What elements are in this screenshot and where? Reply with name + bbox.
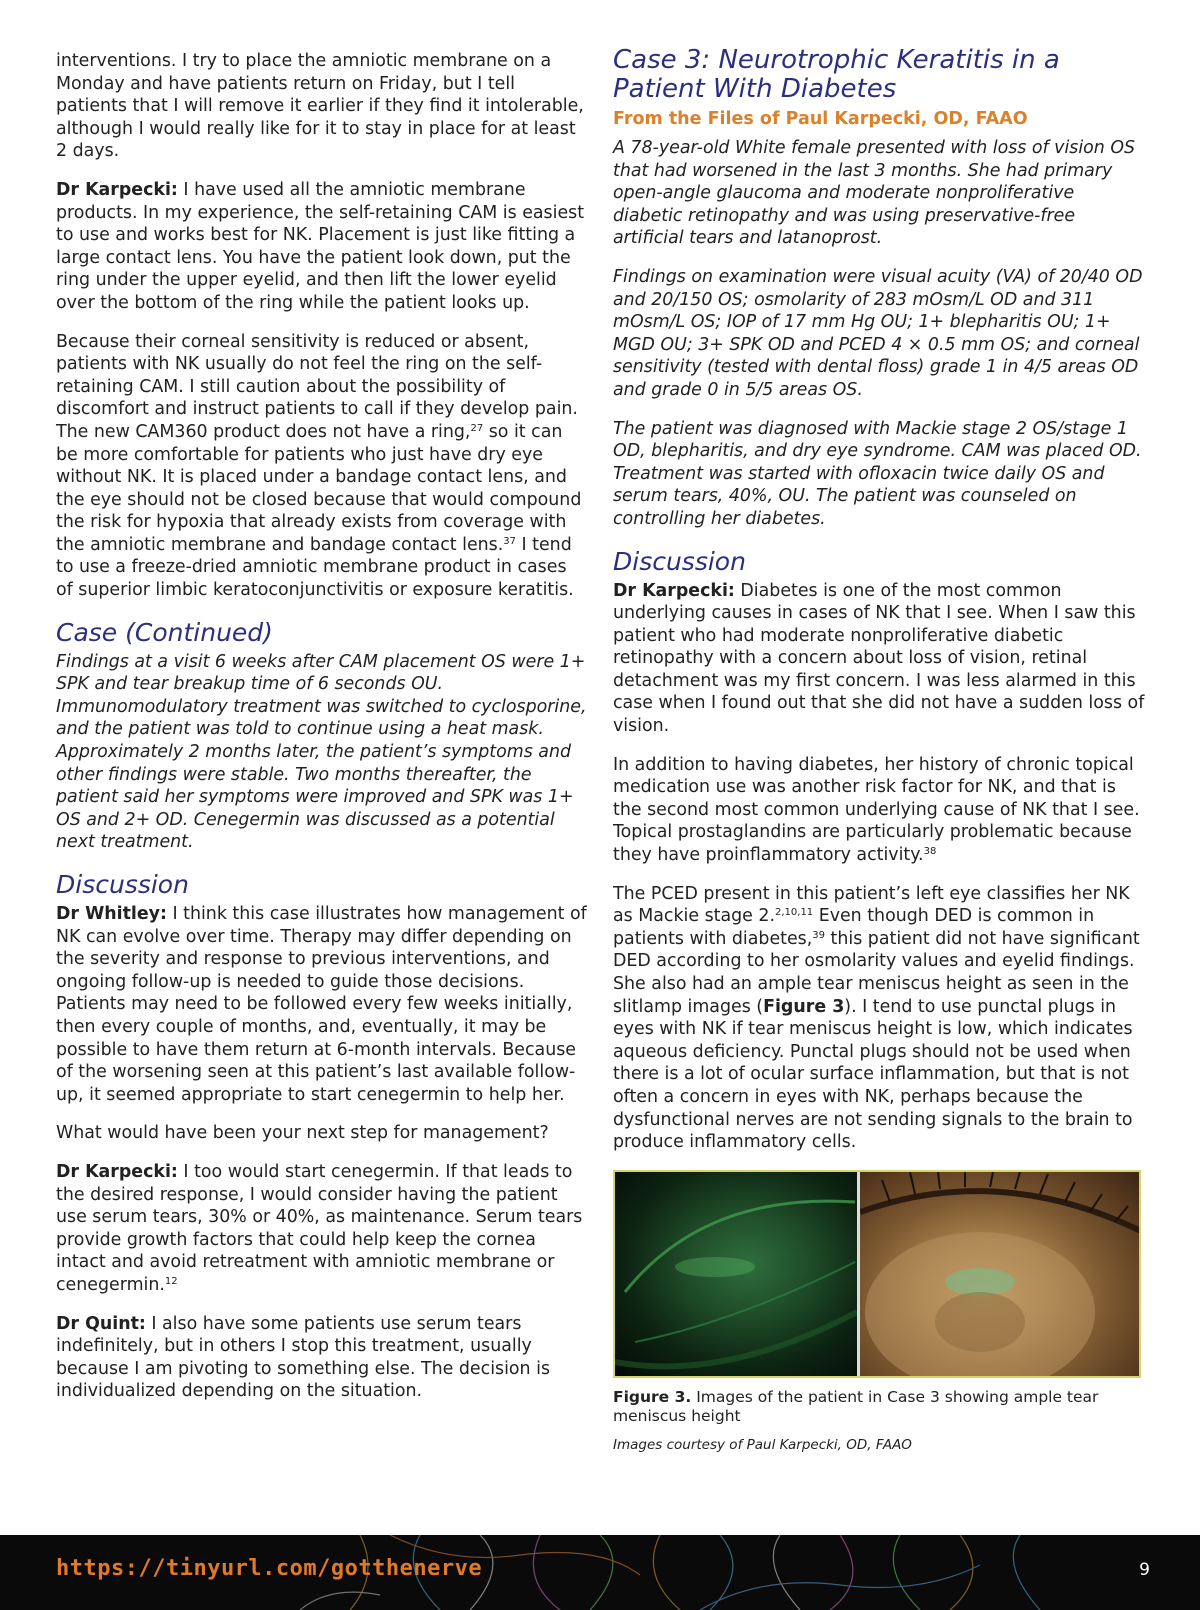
case-findings: Findings at a visit 6 weeks after CAM placement OS were 1+ SPK and tear breakup time of 6 seconds OU. Immunomodulatory treatment was switched to cyclosporine, and the patient was told to continue using a heat mask. Approximately 2 months later, the patient’s symptoms and other findings were stable. Two months thereafter, the patient said her symptoms were improved and SPK was 1+ OS and 2+ OD. Cenegermin was discussed as a potential next treatment. [56,651,587,853]
figure-credit: Images courtesy of Paul Karpecki, OD, FAAO [613,1436,912,1453]
fluorescein-slitlamp-image [615,1172,857,1376]
footer-bar [0,1535,1200,1610]
byline: From the Files of Paul Karpecki, OD, FAAO [613,109,1028,129]
case-diagnosis: The patient was diagnosed with Mackie stage 2 OS/stage 1 OD, blepharitis, and dry eye syndrome. CAM was placed OD. Treatment was started with ofloxacin twice daily OS and serum tears, 40%, OU. The patient was counseled on controlling her diabetes. [613,418,1142,529]
paragraph: Dr Karpecki: I too would start cenegermin. If that leads to the desired response, I would consider having the patient use serum tears, 30% or 40%, as maintenance. Serum tears provide growth factors that could help keep the cornea intact and avoid retreatment with amniotic membrane or cenegermin.$^{12}$ [56,1161,583,1295]
figure-3 [613,1170,1141,1378]
eye-photo-image [857,1172,1139,1376]
paragraph: Dr Quint: I also have some patients use serum tears indefinitely, but in others I stop this treatment, usually because I am pivoting to something else. The decision is individualized depending on the situation. [56,1313,551,1402]
citation: 38 [923,846,937,858]
footer-url-link[interactable]: https://tinyurl.com/gotthenerve [56,1556,483,1581]
paragraph: Dr Whitley: I think this case illustrates how management of NK can evolve over time. Therapy may differ depending on the severity and response to previous interventions, and ongoing follow-up is needed to guide those decisions. Patients may need to be followed every few weeks initially, then every couple of months, and, eventually, it may be possible to have them return at 6-month intervals. Because of the worsening seen at this patient’s last available follow-up, it seemed appropriate to start cenegermin to help her. [56,904,587,1105]
paragraph: Dr Karpecki: I have used all the amniotic membrane products. In my experience, the self-retaining CAM is easiest to use and works best for NK. Placement is just like fitting a large contact lens. You have the patient look down, put the ring under the upper eyelid, and then lift the lower eyelid over the bottom of the ring while the patient looks up. [56,179,585,313]
case-presentation: A 78-year-old White female presented with loss of vision OS that had worsened in the last 3 months. She had primary open-angle glaucoma and moderate nonproliferative diabetic retinopathy and was using preservative-free artificial tears and latanoprost. [613,138,1136,249]
speaker-name: Dr Karpecki: [56,179,178,200]
speaker-name: Dr Karpecki: [613,580,735,601]
paragraph: The PCED present in this patient’s left eye classifies her NK as Mackie stage 2.$^{2,10,11}$ Even though DED is common in patients with diabetes,$^{39}$ this patient did not have significant DED according to her osmolarity values and eyelid findings. She also had an ample tear meniscus height as seen in the slitlamp images (Figure 3). I tend to use punctal plugs in eyes with NK if tear meniscus height is low, which indicates aqueous deficiency. Punctal plugs should not be used when there is a lot of ocular surface inflammation, but that is not often a concern in eyes with NK, perhaps because the dysfunctional nerves are not sending signals to the brain to produce inflammatory cells. [613,883,1140,1153]
eye-photo-illustration [860,1172,1139,1376]
paragraph: interventions. I try to place the amniotic membrane on a Monday and have patients return on Friday, but I tell patients that I will remove it earlier if they find it intolerable, although I would really like for it to stay in place for at least 2 days. [56,51,584,162]
citation: 39 [812,929,826,941]
section-heading-case-continued: Case (Continued) [56,617,273,647]
paragraph: Dr Karpecki: Diabetes is one of the most common underlying causes in cases of NK that I see. When I saw this patient who had moderate nonproliferative diabetic retinopathy with a concern about loss of vision, retinal detachment was my first concern. I was less alarmed in this case when I found out that she did not have a sudden loss of vision. [613,580,1145,737]
speaker-name: Dr Karpecki: [56,1161,178,1182]
left-column [56,50,588,1419]
case3-title: Case 3: Neurotrophic Keratitis in a Patient With Diabetes [613,45,1060,104]
citation: 12 [164,1275,178,1287]
question: What would have been your next step for management? [56,1123,549,1144]
figure-label: Figure 3. [613,1387,692,1406]
figure-caption: Figure 3. Images of the patient in Case 3 showing ample tear meniscus height [613,1387,1099,1425]
citation: 37 [503,535,516,547]
figure-reference: Figure 3 [763,996,845,1017]
eye-fluorescein-illustration [615,1172,857,1376]
page-number: 9 [1139,1560,1150,1580]
paragraph: Because their corneal sensitivity is reduced or absent, patients with NK usually do not feel the ring on the self-retaining CAM. I still caution about the possibility of discomfort and instruct patients to call if they develop pain. The new CAM360 product does not have a ring,$^{27}$ so it can be more comfortable for patients who just have dry eye without NK. It is placed under a bandage contact lens, and the eye should not be closed because that would compound the risk for hypoxia that already exists from coverage with the amniotic membrane and bandage contact lens.$^{37}$ I tend to use a freeze-dried amniotic membrane product in cases of superior limbic keratoconjunctivitis or exposure keratitis. [56,331,582,601]
citation: 27 [470,422,484,434]
speaker-name: Dr Whitley: [56,904,167,924]
section-heading-discussion: Discussion [613,546,746,576]
case-findings: Findings on examination were visual acuity (VA) of 20/40 OD and 20/150 OS; osmolarity of 283 mOsm/L OD and 311 mOsm/L OS; IOP of 17 mm Hg OU; 1+ blepharitis OU; 1+ MGD OU; 3+ SPK OD and PCED 4 × 0.5 mm OS; and corneal sensitivity (tested with dental floss) grade 1 in 4/5 areas OD and grade 0 in 5/5 areas OS. [613,266,1143,400]
paragraph: In addition to having diabetes, her history of chronic topical medication use was another risk factor for NK, and that is the second most common underlying cause of NK that I see. Topical prostaglandins are particularly problematic because they have proinflammatory activity.$^{38}$ [613,754,1140,866]
speaker-name: Dr Quint: [56,1313,146,1334]
citation: 2,10,11 [775,907,814,919]
right-column [613,46,1145,1454]
section-heading-discussion: Discussion [56,870,189,899]
